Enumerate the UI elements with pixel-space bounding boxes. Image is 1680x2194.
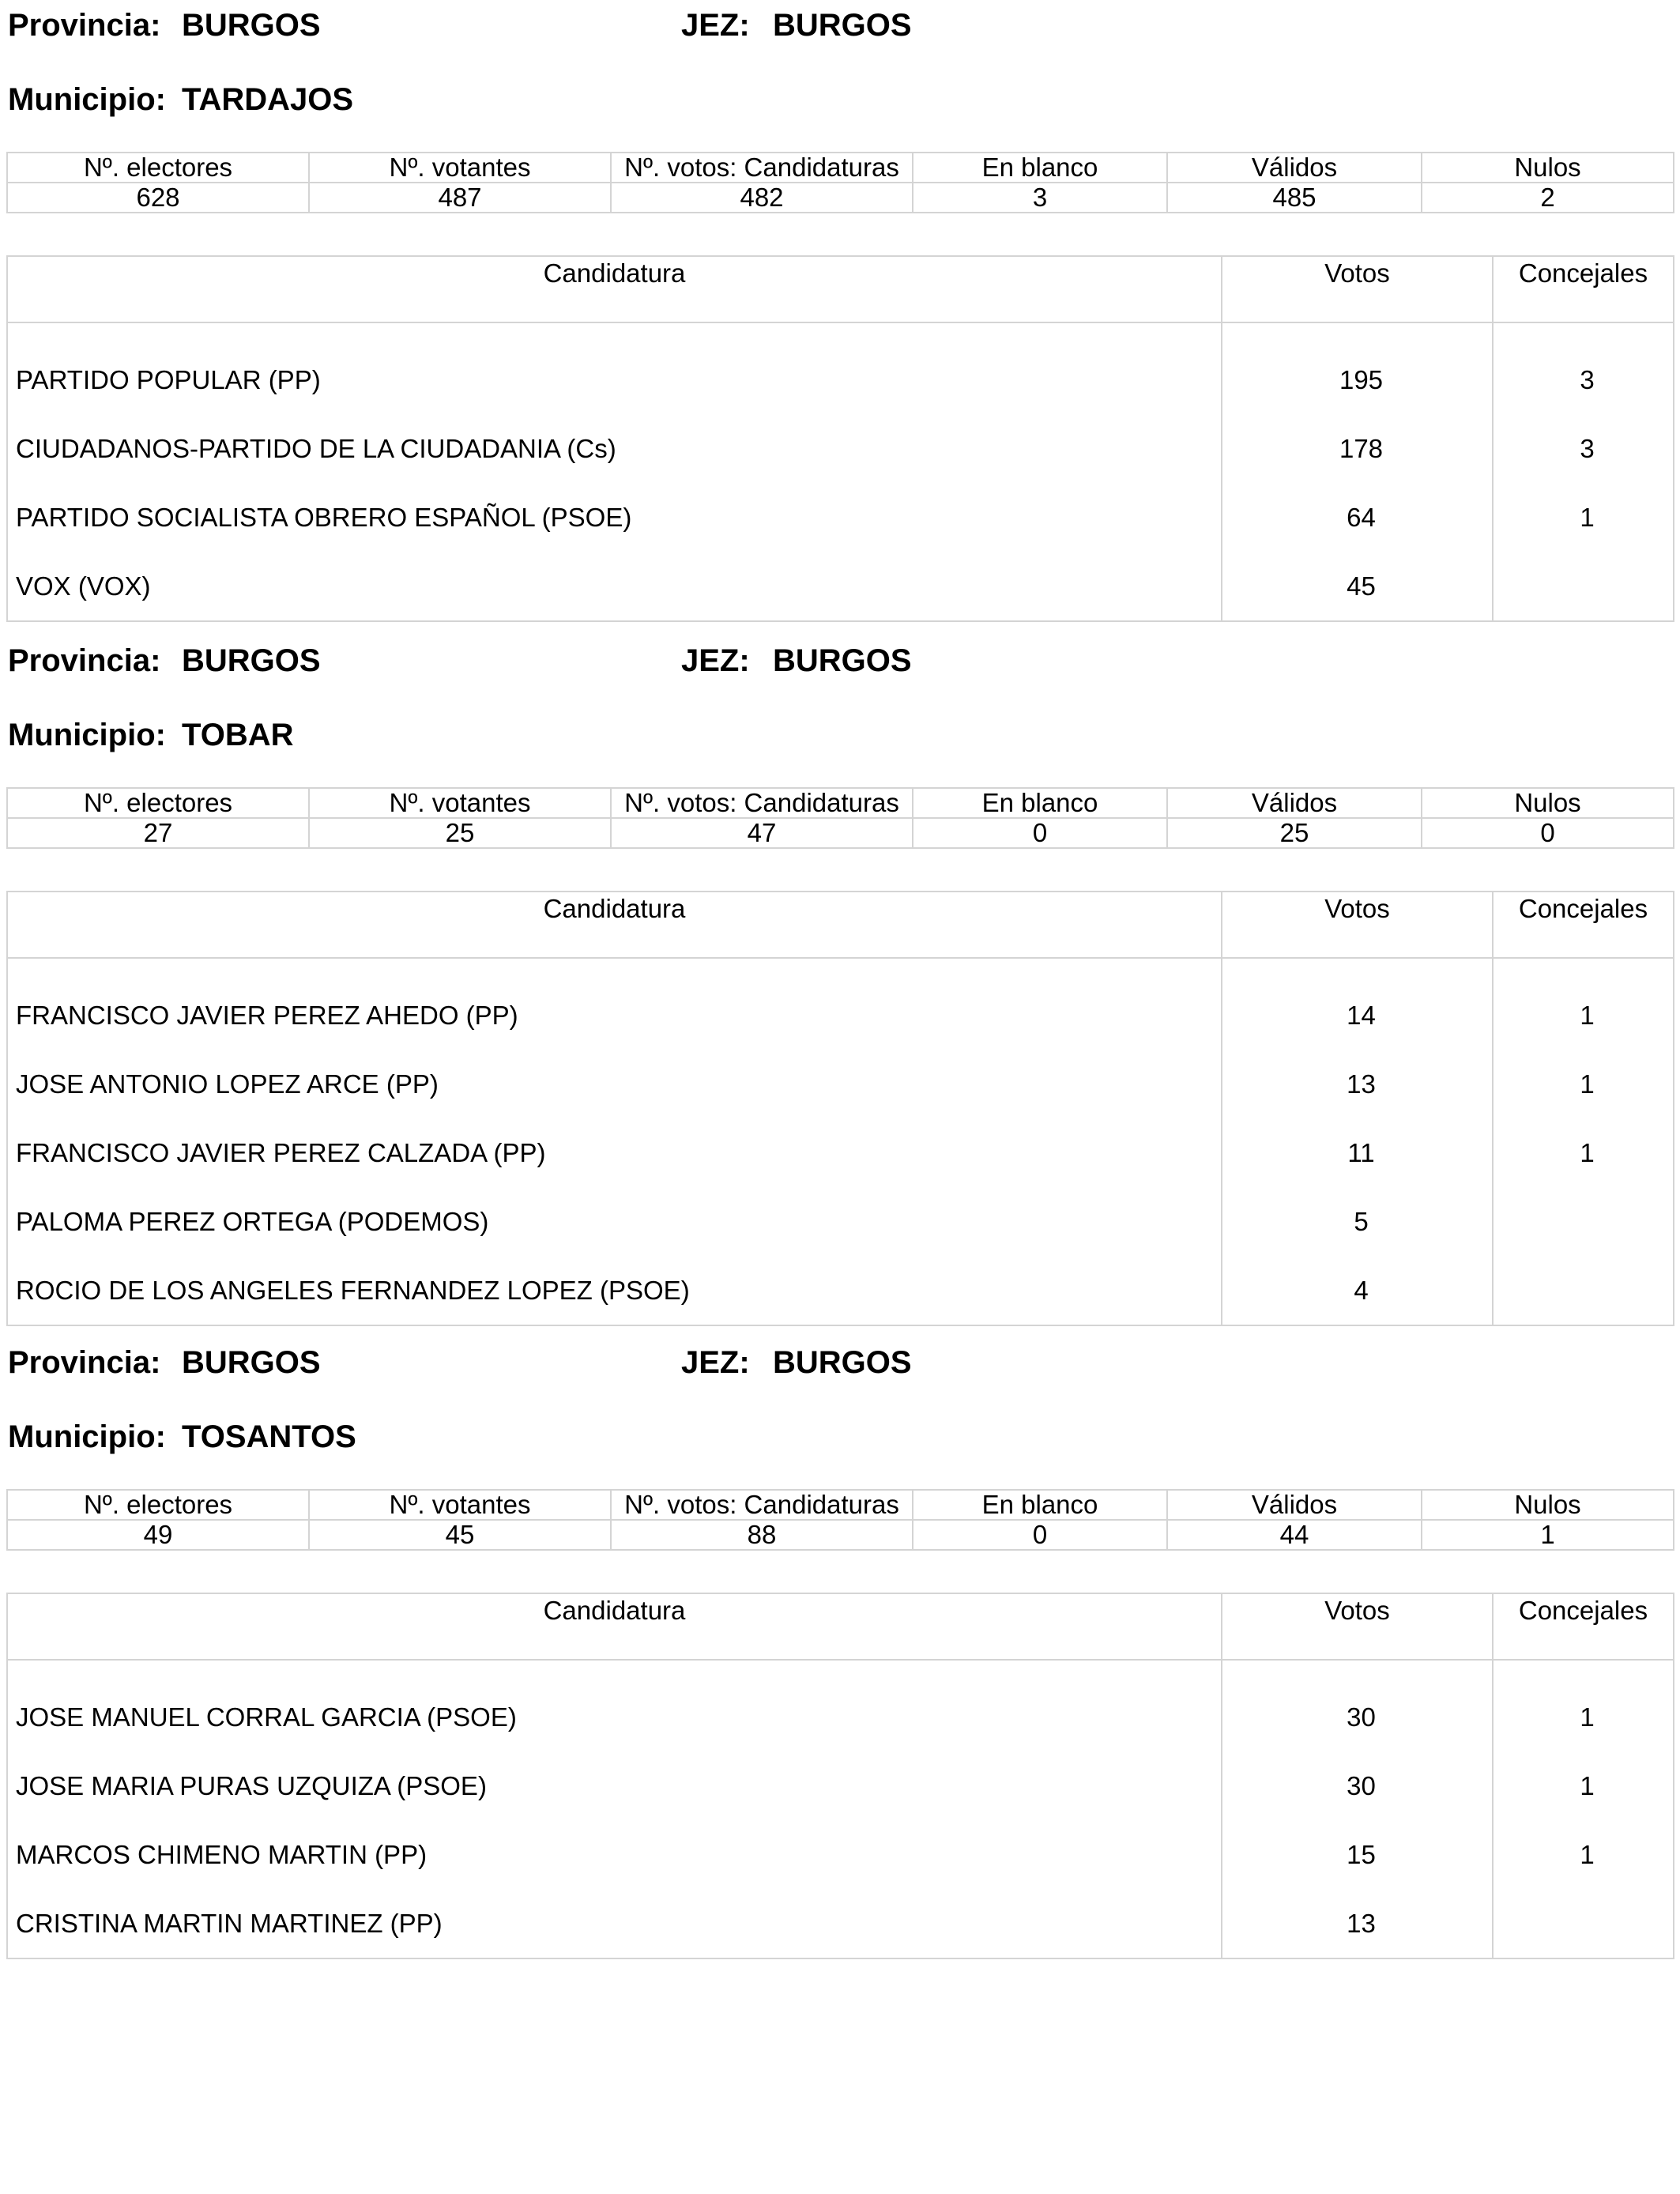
candidate-name: PARTIDO POPULAR (PP) xyxy=(7,345,1222,414)
provincia-header xyxy=(8,5,1667,46)
stats-value-row xyxy=(7,818,1674,848)
header-votos: Votos xyxy=(1222,1593,1493,1660)
provincia-label: Provincia: xyxy=(8,1345,161,1380)
stats-value-en-blanco: 3 xyxy=(913,183,1167,213)
candidatures-header-row xyxy=(7,256,1674,322)
table-row xyxy=(7,552,1674,621)
stats-value-row xyxy=(7,1520,1674,1550)
candidate-councillors: 1 xyxy=(1580,1069,1595,1099)
candidatures-table xyxy=(6,1593,1674,1959)
table-row xyxy=(7,1820,1674,1889)
stats-value-votantes: 487 xyxy=(309,183,611,213)
table-row xyxy=(7,1256,1674,1325)
stats-table xyxy=(6,1489,1674,1551)
table-row xyxy=(7,981,1674,1050)
jez-value: BURGOS xyxy=(773,643,912,678)
candidate-votes: 11 xyxy=(1222,1118,1493,1187)
stats-value-electores: 27 xyxy=(7,818,309,848)
municipio-label: Municipio: xyxy=(8,718,166,752)
jez-label: JEZ: xyxy=(681,1345,750,1380)
table-row xyxy=(7,1118,1674,1187)
stats-header-validos: Válidos xyxy=(1167,153,1422,183)
table-spacer xyxy=(7,958,1674,981)
candidate-councillors xyxy=(1493,1889,1674,1958)
header-concejales: Concejales xyxy=(1493,1593,1674,1660)
table-row xyxy=(7,1683,1674,1751)
provincia-label: Provincia: xyxy=(8,643,161,678)
stats-header-en-blanco: En blanco xyxy=(913,153,1167,183)
table-row xyxy=(7,1889,1674,1958)
provincia-value: BURGOS xyxy=(182,643,321,678)
candidate-councillors: 1 xyxy=(1580,1770,1595,1800)
candidate-name: ROCIO DE LOS ANGELES FERNANDEZ LOPEZ (PSOE) xyxy=(7,1256,1222,1325)
stats-value-votos-candidaturas: 482 xyxy=(611,183,913,213)
candidate-votes: 13 xyxy=(1222,1050,1493,1118)
jez-label: JEZ: xyxy=(681,8,750,43)
header-candidatura: Candidatura xyxy=(7,1593,1222,1660)
stats-header-row xyxy=(7,1490,1674,1520)
table-row xyxy=(7,1751,1674,1820)
municipio-section-1 xyxy=(0,0,1680,632)
candidate-name: CRISTINA MARTIN MARTINEZ (PP) xyxy=(7,1889,1222,1958)
candidate-councillors xyxy=(1493,552,1674,621)
table-row xyxy=(7,1050,1674,1118)
municipio-label: Municipio: xyxy=(8,82,166,117)
provincia-header xyxy=(8,1342,1667,1383)
municipio-section-3 xyxy=(0,1337,1680,1970)
stats-value-votos-candidaturas: 88 xyxy=(611,1520,913,1550)
provincia-label: Provincia: xyxy=(8,8,161,43)
stats-header-en-blanco: En blanco xyxy=(913,1490,1167,1520)
header-candidatura: Candidatura xyxy=(7,256,1222,322)
candidate-name: JOSE MANUEL CORRAL GARCIA (PSOE) xyxy=(7,1683,1222,1751)
stats-value-votantes: 25 xyxy=(309,818,611,848)
candidatures-table xyxy=(6,255,1674,622)
candidate-votes: 178 xyxy=(1222,414,1493,483)
provincia-header xyxy=(8,640,1667,681)
candidatures-header-row xyxy=(7,1593,1674,1660)
stats-value-en-blanco: 0 xyxy=(913,818,1167,848)
candidate-councillors: 1 xyxy=(1580,1839,1595,1869)
table-row xyxy=(7,483,1674,552)
candidate-votes: 13 xyxy=(1222,1889,1493,1958)
stats-header-votantes: Nº. votantes xyxy=(309,1490,611,1520)
candidate-votes: 30 xyxy=(1222,1751,1493,1820)
candidate-name: PALOMA PEREZ ORTEGA (PODEMOS) xyxy=(7,1187,1222,1256)
municipio-value: TOSANTOS xyxy=(182,1419,356,1454)
jez-label: JEZ: xyxy=(681,643,750,678)
stats-header-electores: Nº. electores xyxy=(7,153,309,183)
candidate-votes: 15 xyxy=(1222,1820,1493,1889)
stats-value-nulos: 0 xyxy=(1422,818,1674,848)
header-concejales: Concejales xyxy=(1493,256,1674,322)
jez-value: BURGOS xyxy=(773,1345,912,1380)
header-candidatura: Candidatura xyxy=(7,892,1222,958)
stats-header-votos-candidaturas: Nº. votos: Candidaturas xyxy=(611,788,913,818)
stats-value-row xyxy=(7,183,1674,213)
jez-value: BURGOS xyxy=(773,8,912,43)
candidate-name: PARTIDO SOCIALISTA OBRERO ESPAÑOL (PSOE) xyxy=(7,483,1222,552)
candidate-votes: 195 xyxy=(1222,345,1493,414)
stats-value-nulos: 2 xyxy=(1422,183,1674,213)
header-concejales: Concejales xyxy=(1493,892,1674,958)
candidatures-table xyxy=(6,891,1674,1326)
stats-header-nulos: Nulos xyxy=(1422,788,1674,818)
candidate-name: CIUDADANOS-PARTIDO DE LA CIUDADANIA (Cs) xyxy=(7,414,1222,483)
stats-header-validos: Válidos xyxy=(1167,1490,1422,1520)
header-votos: Votos xyxy=(1222,256,1493,322)
stats-value-votantes: 45 xyxy=(309,1520,611,1550)
stats-value-nulos: 1 xyxy=(1422,1520,1674,1550)
stats-header-nulos: Nulos xyxy=(1422,1490,1674,1520)
stats-value-validos: 44 xyxy=(1167,1520,1422,1550)
stats-value-electores: 49 xyxy=(7,1520,309,1550)
stats-table xyxy=(6,787,1674,849)
municipio-section-2 xyxy=(0,635,1680,1305)
provincia-value: BURGOS xyxy=(182,1345,321,1380)
candidate-votes: 4 xyxy=(1222,1256,1493,1325)
candidate-councillors xyxy=(1493,1187,1674,1256)
stats-header-electores: Nº. electores xyxy=(7,1490,309,1520)
candidate-votes: 45 xyxy=(1222,552,1493,621)
candidate-votes: 30 xyxy=(1222,1683,1493,1751)
stats-header-electores: Nº. electores xyxy=(7,788,309,818)
table-row xyxy=(7,414,1674,483)
candidate-name: FRANCISCO JAVIER PEREZ AHEDO (PP) xyxy=(7,981,1222,1050)
table-spacer xyxy=(7,322,1674,345)
stats-header-nulos: Nulos xyxy=(1422,153,1674,183)
stats-value-electores: 628 xyxy=(7,183,309,213)
candidate-councillors: 1 xyxy=(1580,1000,1595,1030)
candidate-councillors: 1 xyxy=(1580,1702,1595,1732)
candidate-councillors: 1 xyxy=(1580,502,1595,532)
stats-header-votantes: Nº. votantes xyxy=(309,788,611,818)
candidatures-header-row xyxy=(7,892,1674,958)
candidate-votes: 5 xyxy=(1222,1187,1493,1256)
candidate-councillors: 3 xyxy=(1580,364,1595,394)
table-row xyxy=(7,345,1674,414)
candidate-councillors xyxy=(1493,1256,1674,1325)
municipio-value: TOBAR xyxy=(182,718,294,752)
stats-header-votantes: Nº. votantes xyxy=(309,153,611,183)
candidate-name: FRANCISCO JAVIER PEREZ CALZADA (PP) xyxy=(7,1118,1222,1187)
stats-header-votos-candidaturas: Nº. votos: Candidaturas xyxy=(611,153,913,183)
candidate-councillors: 1 xyxy=(1580,1137,1595,1167)
table-spacer xyxy=(7,1660,1674,1683)
stats-table xyxy=(6,152,1674,213)
candidate-name: MARCOS CHIMENO MARTIN (PP) xyxy=(7,1820,1222,1889)
candidate-name: VOX (VOX) xyxy=(7,552,1222,621)
stats-header-en-blanco: En blanco xyxy=(913,788,1167,818)
stats-value-validos: 25 xyxy=(1167,818,1422,848)
candidate-votes: 64 xyxy=(1222,483,1493,552)
candidate-votes: 14 xyxy=(1222,981,1493,1050)
candidate-councillors: 3 xyxy=(1580,433,1595,463)
municipio-value: TARDAJOS xyxy=(182,82,354,117)
stats-header-validos: Válidos xyxy=(1167,788,1422,818)
candidate-name: JOSE ANTONIO LOPEZ ARCE (PP) xyxy=(7,1050,1222,1118)
table-row xyxy=(7,1187,1674,1256)
stats-header-votos-candidaturas: Nº. votos: Candidaturas xyxy=(611,1490,913,1520)
provincia-value: BURGOS xyxy=(182,8,321,43)
stats-value-votos-candidaturas: 47 xyxy=(611,818,913,848)
stats-value-en-blanco: 0 xyxy=(913,1520,1167,1550)
candidate-name: JOSE MARIA PURAS UZQUIZA (PSOE) xyxy=(7,1751,1222,1820)
stats-header-row xyxy=(7,153,1674,183)
stats-header-row xyxy=(7,788,1674,818)
stats-value-validos: 485 xyxy=(1167,183,1422,213)
municipio-label: Municipio: xyxy=(8,1419,166,1454)
header-votos: Votos xyxy=(1222,892,1493,958)
